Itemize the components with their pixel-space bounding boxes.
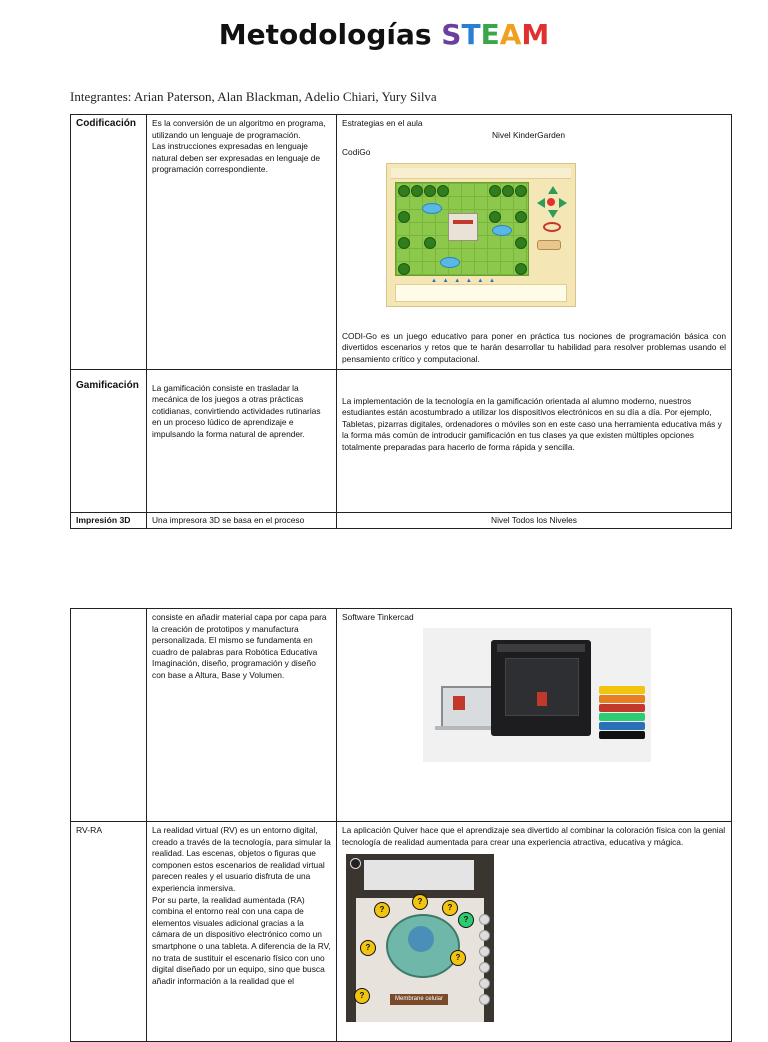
question-marker-icon: ? — [412, 894, 428, 910]
spool-icon — [599, 713, 645, 721]
codigo-screenshot — [386, 163, 576, 307]
methodology-table-2 — [70, 608, 732, 1042]
question-marker-icon: ? — [354, 988, 370, 1004]
level-kindergarden: Nivel KinderGarden — [492, 129, 566, 140]
table-row-impresion3d — [71, 512, 732, 529]
row-label-codificacion: Codificación — [71, 115, 147, 370]
spool-icon — [599, 722, 645, 730]
title-prefix: Metodologías — [218, 18, 442, 51]
steam-letter: A — [499, 18, 522, 51]
codigo-controls — [537, 186, 569, 236]
codificacion-description: Es la conversión de un algoritmo en programa, utilizando un lenguaje de programación. Las instrucciones expresadas en lenguaje natural deben ser expresadas en lenguaje de programación correspondiente. — [147, 115, 337, 370]
table-row-gamificacion — [71, 369, 732, 512]
spool-icon — [599, 704, 645, 712]
tool-codigo: CodiGo — [342, 147, 371, 158]
row-label-gamificacion: Gamificación — [71, 369, 147, 512]
spool-icon — [599, 731, 645, 739]
rvra-strategy: La aplicación Quiver hace que el aprendizaje sea divertido al combinar la coloración física con la genial tecnología de realidad aumentada para crear una experiencia atractiva, educativa y mágica. — [342, 825, 726, 847]
close-icon — [350, 858, 361, 869]
page-title — [0, 18, 768, 51]
steam-letter: S — [441, 18, 462, 51]
3d-printer-photo — [423, 628, 651, 762]
table-row-codificacion — [71, 115, 732, 370]
steam-letter: M — [521, 18, 550, 51]
quiver-ar-photo — [346, 854, 494, 1022]
level-todos: Nivel Todos los Niveles — [337, 512, 732, 529]
row-label-rvra: RV-RA — [71, 822, 147, 1042]
empty-label-cell — [71, 609, 147, 822]
codigo-progress-dots: ▲ ▲ ▲ ▲ ▲ ▲ — [431, 277, 497, 284]
question-marker-icon: ? — [442, 900, 458, 916]
steam-letter: T — [461, 18, 481, 51]
question-marker-icon: ? — [374, 902, 390, 918]
spool-icon — [599, 695, 645, 703]
impresion3d-description-start: Una impresora 3D se basa en el proceso — [147, 512, 337, 529]
methodology-table-1 — [70, 114, 732, 529]
integrantes-line: Integrantes: Arian Paterson, Alan Blackman, Adelio Chiari, Yury Silva — [70, 89, 437, 104]
keyboard-image — [364, 860, 474, 890]
table-row-rvra — [71, 822, 732, 1042]
tool-tinkercad: Software Tinkercad — [342, 612, 414, 622]
codigo-board — [395, 182, 529, 276]
impresion3d-strategy-cell — [337, 609, 732, 822]
ar-label: Membrane celular — [390, 994, 448, 1005]
impresion3d-description-cont: consiste en añadir material capa por capa para la creación de prototipos y manufactura personalizada. El mismo se fundamenta en cuadro de palabras para Robótica Educativa Imaginación, diseño, programación y diseño con base a Altura, Base y Volumen. — [147, 609, 337, 822]
codificacion-strategy-cell — [337, 115, 732, 370]
laptop-image — [441, 686, 497, 728]
gamificacion-description: La gamificación consiste en trasladar la mecánica de los juegos a otras prácticas cotidianas, convirtiendo actividades rutinarias en un proceso lúdico de aprendizaje e impulsando la forma natural de aprender. — [147, 369, 337, 512]
question-marker-icon: ? — [458, 912, 474, 928]
title-steam — [441, 18, 549, 51]
codigo-description: CODI-Go es un juego educativo para poner en práctica tus nociones de programación básica con divertidos escenarios y retos que te harán desarrollar tu habilidad para resolver problemas usando el pensamiento crítico y computacional. — [342, 330, 726, 364]
steam-letter: E — [480, 18, 500, 51]
gamificacion-strategy: La implementación de la tecnología en la gamificación orientada al alumno moderno, nuestros estudiantes están acostumbrado a utilizar los dispositivos electrónicos en su día a día. Por ejemplo, Tabletas, pizarras digitales, ordenadores o móviles son en este caso una herramienta educativa más y la forma más común de introducir gamificación en tus clases ya que existen múltiples opciones totalmente preparadas para hacerlo de forma rápida y sencilla. — [337, 369, 732, 512]
row-label-impresion3d: Impresión 3D — [71, 512, 147, 529]
table-row-impresion3d-cont — [71, 609, 732, 822]
strategies-label: Estrategias en el aula — [342, 118, 423, 128]
filament-spools — [599, 686, 645, 740]
spool-icon — [599, 686, 645, 694]
rvra-strategy-cell — [337, 822, 732, 1042]
question-marker-icon: ? — [360, 940, 376, 956]
question-marker-icon: ? — [450, 950, 466, 966]
rvra-description: La realidad virtual (RV) es un entorno digital, creado a través de la tecnología, para simular la realidad. Las escenas, objetos o figuras que componen estos escenarios de realidad virtual parecen reales y el usuario disfruta de una experiencia inmersiva. Por su parte, la realidad aumentada (RA) combina el entorno real con una capa de elementos visuales adicional gracias a la cámara de un dispositivo electrónico como un smartphone o una tableta. A diferencia de la RV, no trata de sustituir el escenario físico con uno digital diseñado por un equipo, sino que busca añadir información a la realidad que el — [147, 822, 337, 1042]
printer-image — [491, 640, 591, 736]
